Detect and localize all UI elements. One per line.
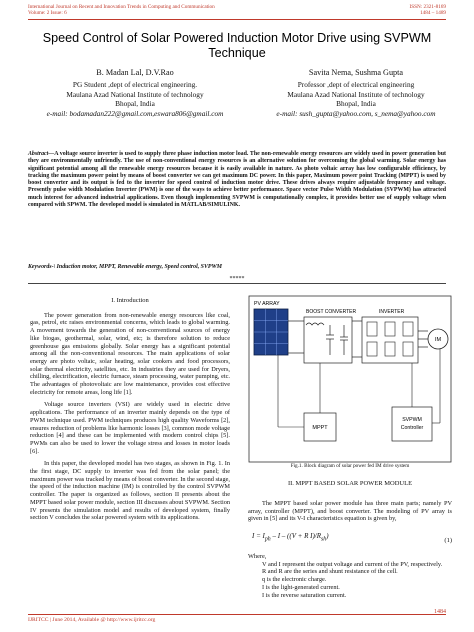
where-item: V and I represent the output voltage and current of the PV, respectively. (262, 560, 443, 568)
equation-number: (1) (444, 537, 452, 544)
where-item: I is the light-generated current. (262, 583, 340, 591)
author-names: Savita Nema, Sushma Gupta (308, 68, 404, 77)
issn: ISSN: 2321-8169 (409, 4, 446, 10)
author-city: Bhopal, India (336, 99, 376, 109)
paper-title: Speed Control of Solar Powered Induction Motor Drive using SVPWM Technique (42, 31, 432, 60)
svpwm-controller-label: Controller (400, 425, 424, 431)
author-city: Bhopal, India (115, 99, 155, 109)
where-label: Where, (248, 553, 267, 560)
footer-rule (28, 614, 446, 615)
author-institute: Maulana Azad National Institute of technology (66, 89, 204, 99)
motor-label: IM (434, 337, 442, 343)
abstract (28, 151, 446, 209)
svpwm-box (392, 407, 432, 441)
footer-text[interactable]: IJRITCC | June 2014, Available @ http://www.ijritcc.org (28, 617, 156, 623)
where-item: I is the reverse saturation current. (262, 591, 347, 599)
svpwm-label: SVPWM (402, 417, 422, 423)
paragraph: In this paper, the developed model has two stages, as shown in Fig. 1. In the first stage, DC supply to inverter was fed from the solar panel; the maximum power was tracked by means of boost converter. In the second stage, the speed of the induction machine (IM) is controlled by the control SVPWM controller. The paper is organized as follows, section II presents about the MPPT based solar power module, section III discusses about SVPWM. Section IV presents the simulation model and results of developed system, finally section V concludes the solar powered system with its applications. (30, 460, 230, 522)
paragraph: The MPPT based solar power module has three main parts; namely PV array, controller (MPPT), and boost converter. The modeling of PV array is given in [5] and its V-I characteristics equation is given by, (248, 500, 452, 523)
equation-lhs: I = I (252, 532, 265, 540)
switch-icon (326, 325, 334, 355)
author-email[interactable]: e-mail: sush_gupta@yahoo.com, s_nema@yahoo.com (276, 109, 436, 119)
section-heading: I. Introduction (111, 297, 149, 304)
inductor-icon (306, 323, 324, 325)
page-range: 1484 – 1489 (420, 10, 446, 17)
where-list (248, 553, 452, 599)
equation-1: $I = I_{ph} - I - ((V + R$ $I)/R_{sh}$) (1) (252, 532, 452, 544)
equation-rhs: – I – ((V + R I)/R (272, 532, 321, 540)
journal-header (28, 4, 215, 17)
where-item: q is the electronic charge. (262, 576, 327, 584)
where-item: R and R are the series and shunt resistance of the cell. (262, 568, 398, 576)
inverter-label: INVERTER (379, 309, 405, 315)
section2-column (248, 500, 452, 528)
paragraph: The power generation from non-renewable energy resources like coal, gas, petrol, etc raises environmental concerns, which leads to global warming. A movement towards the generation of non-conventional sources of energy like biogas, geothermal, solar, wind, etc; is therefore solution to reduce greenhouse gas emissions globally. Solar energy has a significant potential among all the non-conventional resources. The main applications of solar energy are photo voltaic, solar heating, solar cookers and food processors, solar thermal electricity, satellites, etc. In industries they are used for Dryers, chilling, electrification, electric furnace, steam processing, water pumping, etc. The advantages of photovoltaic are low maintenance, provides cost effective electricity for remote areas, long life [1]. (30, 311, 230, 396)
solar-panel-icon (254, 309, 288, 355)
figure-caption: Fig.1. Block diagram of solar power fed IM drive system (290, 463, 410, 469)
journal-name: International Journal on Recent and Innovation Trends in Computing and Communication (28, 4, 215, 10)
issn-header (410, 4, 446, 17)
author-names: B. Madan Lal, D.V.Rao (96, 68, 174, 77)
keywords: Keywords-\ Induction motor, MPPT, Renewable energy, Speed control, SVPWM (28, 264, 222, 270)
power-lines (288, 321, 428, 357)
author-email[interactable]: e-mail: bodamadan222@gmail.com,eswara806@gmail.com (46, 109, 224, 119)
pv-array-label: PV ARRAY (254, 301, 280, 307)
separator-rule (28, 283, 446, 284)
page-number: 1484 (434, 609, 446, 615)
introduction-column (30, 295, 230, 527)
capacitor-icon (340, 325, 348, 355)
abstract-text: A voltage source inverter is used to supply three phase induction motor load. The non-renewable energy resources are widely used in power generation but they are environmentally unfriendly. The use of non-conventional energy resources is an alternative solution for overcoming the global warming. Solar energy has significant potential among all the renewable energy resources because it is easily available in nature. As photo voltaic array has low configurable efficiency, by tracking the maximum power point by means of boost converter we can get maximum DC power. In this paper, Maximum power point Tracking (MPPT) is used by boost converter and its output is fed to the inverter for speed control of induction motor drive. These drives always require adjustable frequency and voltage. Presently pulse width Modulation Inverter (PWM) is one of the ways to achieve better performance. Space vector Pulse Width Modulation (SVPWM) has attracted much interest for advanced industrial applications. Even though implementing SVPWM is computationally complex, it provides better use of supply voltage when compared with SPWM. The developed model is simulated in MATLAB/SIMULINK. (28, 151, 446, 209)
paragraph: Voltage source inverters (VSI) are widely used in electric drive applications. The performance of an inverter mainly depends on the type of PWM technique used. PWM techniques produces high quality Waveforms [2], ensures reduction of problems like harmonic losses [3], common mode voltage reduction [4] and these can be implemented with modern control chips [5]. PWMs can also be used to lower the voltage stress and losses in motor loads [6]. (30, 401, 230, 455)
author-role: Professor ,dept of electrical engineering (297, 79, 415, 89)
author-role: PG Student ,dept of electrical engineering. (72, 79, 198, 89)
author-block-left (30, 68, 240, 119)
mppt-label: MPPT (312, 425, 328, 431)
author-block-right (256, 68, 456, 119)
section-heading: II. MPPT BASED SOLAR POWER MODULE (287, 480, 413, 487)
journal-volume: Volume: 2 Issue: 6 (28, 10, 67, 17)
abstract-label: Abstract— (28, 151, 55, 157)
author-institute: Maulana Azad National Institute of technology (287, 89, 425, 99)
block-diagram (248, 295, 452, 463)
boost-converter-label: BOOST CONVERTER (306, 309, 357, 315)
igbt-bridge-icon (367, 322, 413, 356)
separator: ***** (229, 276, 245, 282)
header-rule (28, 19, 446, 20)
